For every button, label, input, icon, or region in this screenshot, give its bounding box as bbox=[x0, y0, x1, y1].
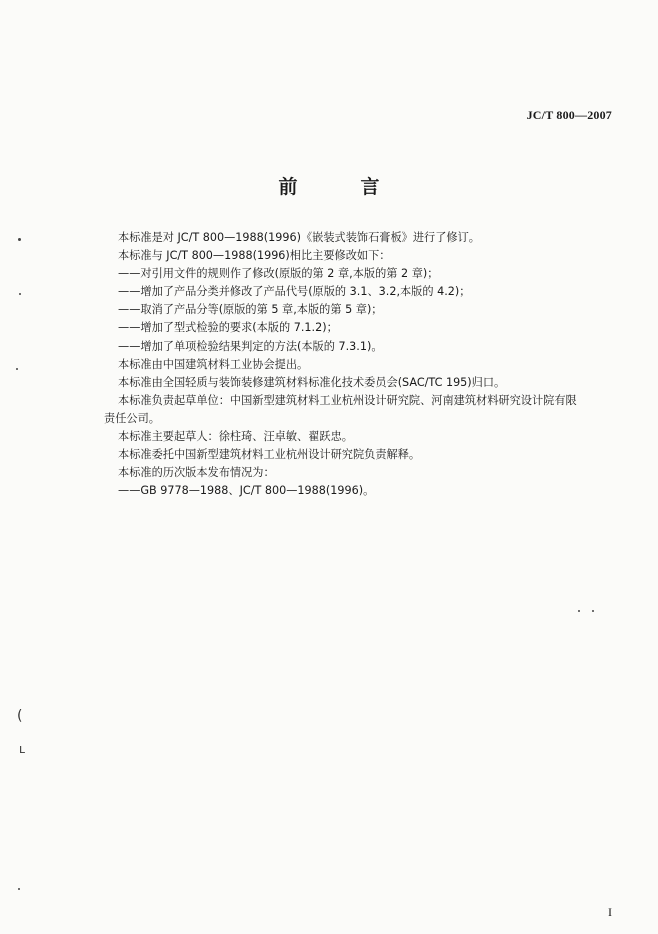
scan-speck bbox=[16, 368, 18, 370]
standard-code: JC/T 800—2007 bbox=[526, 108, 612, 122]
scan-speck bbox=[18, 238, 21, 241]
paragraph-continuation: 责任公司。 bbox=[104, 411, 160, 425]
paragraph: 本标准负责起草单位：中国新型建筑材料工业杭州设计研究院、河南建筑材料研究设计院有限 bbox=[118, 393, 577, 407]
page-number: I bbox=[608, 905, 612, 919]
paragraph: 本标准委托中国新型建筑材料工业杭州设计研究院负责解释。 bbox=[118, 448, 421, 462]
paragraph: 本标准的历次版本发布情况为： bbox=[118, 466, 275, 480]
scan-speck bbox=[592, 610, 594, 612]
paragraph: 本标准由中国建筑材料工业协会提出。 bbox=[118, 357, 309, 371]
list-item: ——GB 9778—1988、JC/T 800—1988(1996)。 bbox=[118, 484, 375, 498]
list-item: ——取消了产品分等(原版的第 5 章,本版的第 5 章)； bbox=[118, 303, 383, 317]
scan-speck bbox=[18, 888, 20, 890]
scan-speck bbox=[578, 610, 580, 612]
scan-mark: ( bbox=[17, 708, 23, 724]
list-item: ——增加了型式检验的要求(本版的 7.1.2)； bbox=[118, 321, 338, 335]
paragraph: 本标准是对 JC/T 800—1988(1996)《嵌装式装饰石膏板》进行了修订。 bbox=[118, 231, 480, 244]
paragraph: 本标准与 JC/T 800—1988(1996)相比主要修改如下： bbox=[118, 249, 391, 263]
list-item: ——对引用文件的规则作了修改(原版的第 2 章,本版的第 2 章)； bbox=[118, 267, 439, 281]
list-item: ——增加了单项检验结果判定的方法(本版的 7.3.1)。 bbox=[118, 339, 383, 353]
list-item: ——增加了产品分类并修改了产品代号(原版的 3.1、3.2,本版的 4.2)； bbox=[118, 285, 471, 299]
page-title: 前 言 bbox=[278, 176, 402, 198]
paragraph: 本标准由全国轻质与装饰装修建筑材料标准化技术委员会(SAC/TC 195)归口。 bbox=[118, 375, 506, 389]
paragraph: 本标准主要起草人：徐柱琦、汪卓敏、翟跃忠。 bbox=[118, 430, 353, 444]
scan-mark: ʟ bbox=[19, 742, 26, 756]
scan-speck bbox=[19, 293, 21, 295]
body-text bbox=[104, 229, 623, 500]
